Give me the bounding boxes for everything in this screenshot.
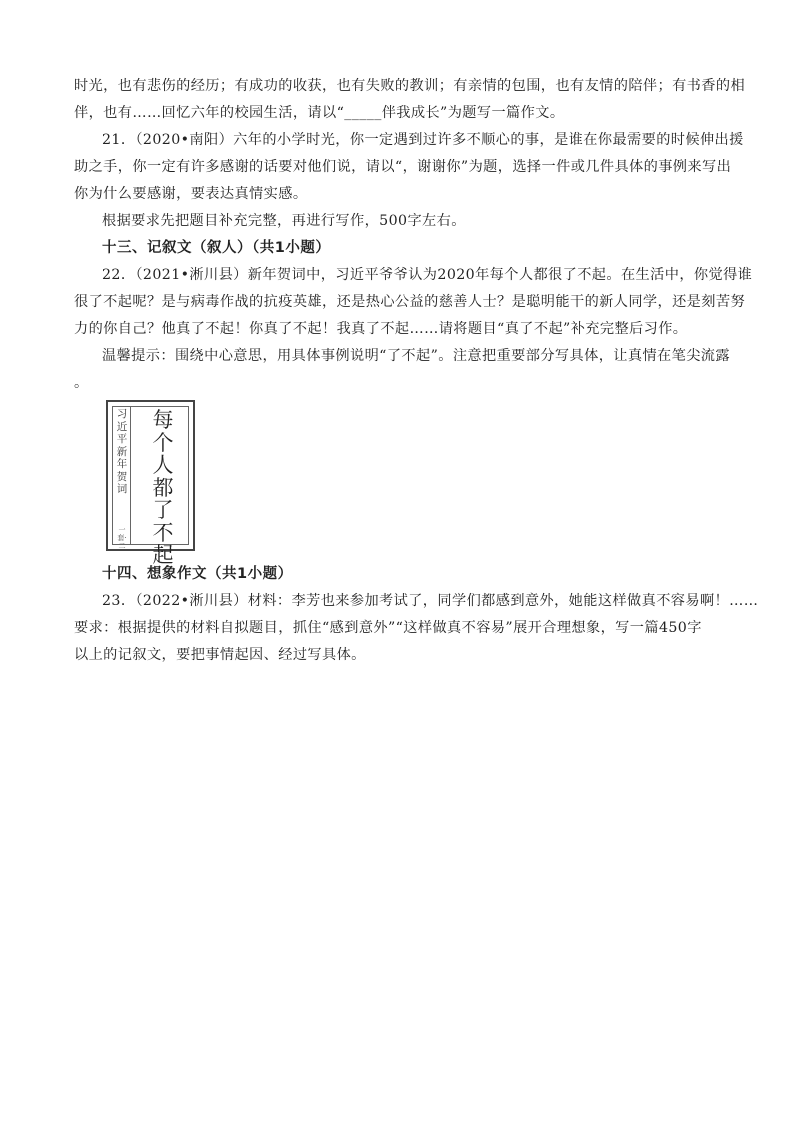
calligraphy-image bbox=[106, 400, 195, 567]
question-21: 21．（2020•南阳）六年的小学时光，你一定遇到过许多不顺心的事，是谁在你最需要的时候伸出援 bbox=[102, 132, 744, 148]
text-line: 时光，也有悲伤的经历；有成功的收获，也有失败的教训；有亲情的包围，也有友情的陪伴；有书香的相 bbox=[74, 78, 746, 94]
hint-line: 温馨提示：围绕中心意思，用具体事例说明“了不起”。注意把重要部分写具体，让真情在笔尖流露 bbox=[102, 348, 730, 364]
text-line: 力的你自己？他真了不起！你真了不起！我真了不起……请将题目“真了不起”补充完整后习作。 bbox=[74, 321, 688, 337]
section-heading-13: 十三、记叙文（叙人）（共1小题） bbox=[102, 240, 331, 256]
text-line: 你为什么要感谢，要表达真情实感。 bbox=[74, 186, 308, 202]
question-22: 22．（2021•淅川县）新年贺词中，习近平爷爷认为2020年每个人都很了不起。在生活中，你觉得谁 bbox=[102, 267, 753, 283]
text-line: 以上的记叙文，要把事情起因、经过写具体。 bbox=[74, 647, 366, 663]
section-heading-14: 十四、想象作文（共1小题） bbox=[102, 566, 293, 582]
image-main-text: 每个人都了不起 bbox=[152, 408, 174, 567]
image-divider bbox=[130, 406, 131, 545]
text-line: 。 bbox=[74, 375, 89, 391]
image-side-text: 习近平新年贺词 bbox=[116, 408, 128, 495]
question-23: 23．（2022•淅川县）材料：李芳也来参加考试了，同学们都感到意外，她能这样做真不容易啊！…… bbox=[102, 593, 759, 609]
text-line: 要求：根据提供的材料自拟题目，抓住“感到意外”“这样做真不容易”展开合理想象，写一篇450字 bbox=[74, 620, 702, 636]
text-line: 很了不起呢？是与病毒作战的抗疫英雄，还是热心公益的慈善人士？是聪明能干的新人同学，还是刻苦努 bbox=[74, 294, 746, 310]
image-foot-text: 一套·二 bbox=[117, 526, 127, 550]
text-line: 根据要求先把题目补充完整，再进行写作，500字左右。 bbox=[102, 213, 466, 229]
text-line: 伴，也有……回忆六年的校园生活，请以“_____伴我成长”为题写一篇作文。 bbox=[74, 105, 565, 121]
text-line: 助之手，你一定有许多感谢的话要对他们说，请以“，谢谢你”为题，选择一件或几件具体的事例来写出 bbox=[74, 159, 732, 175]
